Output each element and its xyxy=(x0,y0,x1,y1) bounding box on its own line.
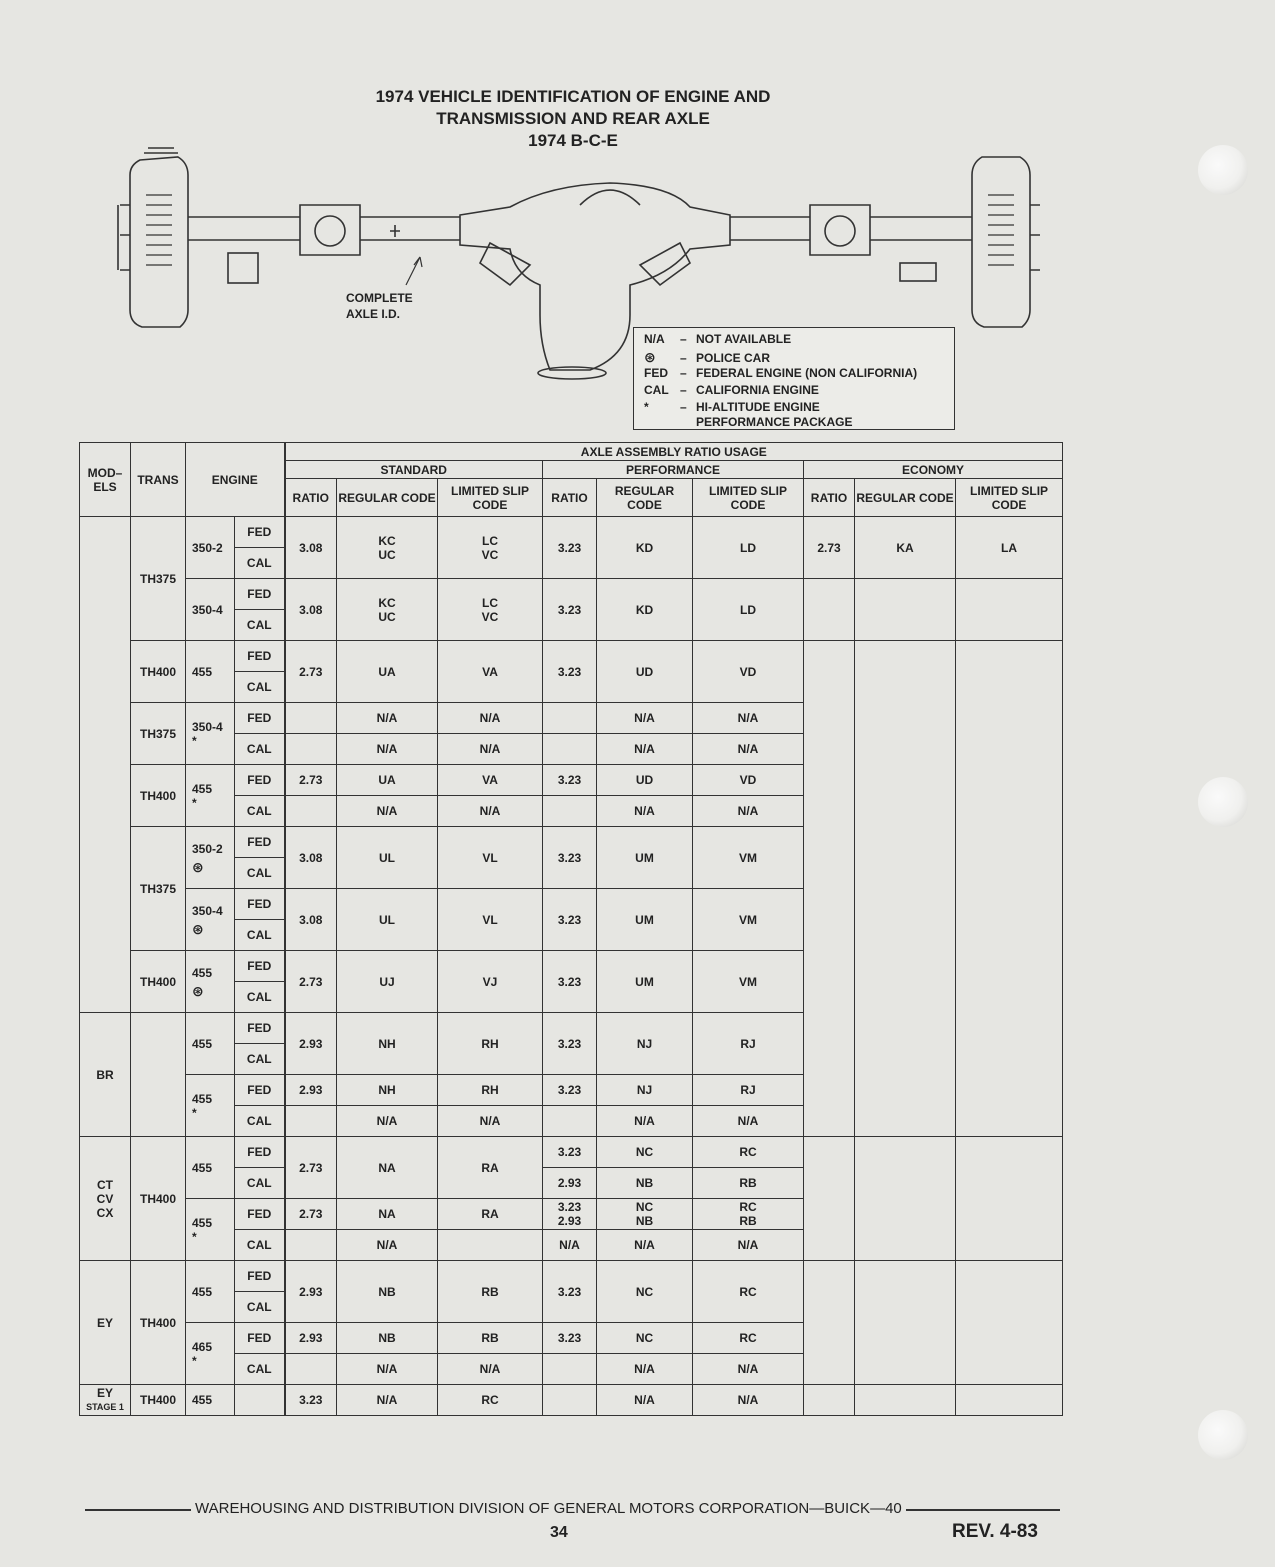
value-cell: 3.23 xyxy=(543,1075,597,1106)
title-line-2: TRANSMISSION AND REAR AXLE xyxy=(436,109,710,128)
value-cell: 3.23 xyxy=(285,1385,337,1416)
value-cell xyxy=(285,734,337,765)
value-cell: 3.08 xyxy=(285,827,337,889)
emission-cell: FED xyxy=(235,1261,285,1292)
value-cell: N/A xyxy=(543,1230,597,1261)
value-cell: NC xyxy=(597,1137,693,1168)
value-cell: N/A xyxy=(693,796,804,827)
value-cell xyxy=(543,703,597,734)
emission-cell: CAL xyxy=(235,858,285,889)
footer-text: WAREHOUSING AND DISTRIBUTION DIVISION OF GENERAL MOTORS CORPORATION—BUICK—40 xyxy=(191,1500,906,1517)
value-cell: N/A xyxy=(337,703,438,734)
value-cell: RA xyxy=(438,1137,543,1199)
value-cell: NJ xyxy=(597,1013,693,1075)
value-cell: LA xyxy=(956,517,1063,579)
value-cell: RB xyxy=(693,1168,804,1199)
value-cell: N/A xyxy=(597,1385,693,1416)
header-std-limited: LIMITED SLIP CODE xyxy=(438,479,543,517)
value-cell: 3.23 xyxy=(543,1261,597,1323)
emission-cell: CAL xyxy=(235,548,285,579)
value-cell: N/A xyxy=(597,1230,693,1261)
value-cell: RC xyxy=(438,1385,543,1416)
engine-cell: 455 xyxy=(186,641,235,703)
emission-cell: CAL xyxy=(235,672,285,703)
value-cell: N/A xyxy=(337,734,438,765)
value-cell: KA xyxy=(855,517,956,579)
header-std-regular: REGULAR CODE xyxy=(337,479,438,517)
page-number: 34 xyxy=(550,1524,568,1541)
emission-cell xyxy=(235,1385,285,1416)
value-cell xyxy=(285,1230,337,1261)
trans-cell: TH400 xyxy=(131,765,186,827)
value-cell: UA xyxy=(337,765,438,796)
binder-hole-top xyxy=(1198,145,1248,195)
value-cell: 3.23 xyxy=(543,889,597,951)
value-cell: 2.73 xyxy=(285,765,337,796)
value-cell: RC xyxy=(693,1261,804,1323)
value-cell: NA xyxy=(337,1199,438,1230)
legend-desc: PERFORMANCE PACKAGE xyxy=(696,415,853,429)
value-cell: N/A xyxy=(337,796,438,827)
trans-cell: TH375 xyxy=(131,827,186,951)
legend-row-cal: CAL – CALIFORNIA ENGINE xyxy=(644,383,819,397)
value-cell: 3.23 xyxy=(543,1137,597,1168)
emission-cell: CAL xyxy=(235,1292,285,1323)
value-cell: 2.73 xyxy=(285,1199,337,1230)
value-cell: NH xyxy=(337,1013,438,1075)
value-cell: VD xyxy=(693,765,804,796)
engine-cell: 455 * xyxy=(186,1075,235,1137)
emission-cell: FED xyxy=(235,765,285,796)
engine-cell: 350-4 * xyxy=(186,703,235,765)
emission-cell: FED xyxy=(235,827,285,858)
value-cell xyxy=(855,1385,956,1416)
emission-cell: CAL xyxy=(235,1168,285,1199)
value-cell: UJ xyxy=(337,951,438,1013)
model-cell: EY STAGE 1 xyxy=(80,1385,131,1416)
value-cell: NH xyxy=(337,1075,438,1106)
value-cell: N/A xyxy=(597,734,693,765)
value-cell: N/A xyxy=(438,1354,543,1385)
value-cell: KD xyxy=(597,517,693,579)
value-cell: 3.23 xyxy=(543,1013,597,1075)
value-cell: KD xyxy=(597,579,693,641)
value-cell xyxy=(855,641,956,1137)
value-cell: NC NB xyxy=(597,1199,693,1230)
value-cell: 2.73 xyxy=(285,641,337,703)
value-cell: VJ xyxy=(438,951,543,1013)
value-cell xyxy=(804,1137,855,1261)
engine-cell: 455 ⊛ xyxy=(186,951,235,1013)
axle-id-label xyxy=(346,290,413,322)
emission-cell: FED xyxy=(235,1199,285,1230)
value-cell: N/A xyxy=(597,1354,693,1385)
emission-cell: CAL xyxy=(235,1044,285,1075)
header-engine: ENGINE xyxy=(186,443,285,517)
value-cell: RC xyxy=(693,1323,804,1354)
value-cell xyxy=(804,641,855,1137)
emission-cell: CAL xyxy=(235,796,285,827)
emission-cell: CAL xyxy=(235,920,285,951)
value-cell: LD xyxy=(693,517,804,579)
emission-cell: FED xyxy=(235,1013,285,1044)
value-cell xyxy=(285,796,337,827)
police-car-icon: ⊛ xyxy=(192,982,204,999)
value-cell: N/A xyxy=(438,734,543,765)
legend-key: * xyxy=(644,400,649,414)
value-cell: NA xyxy=(337,1137,438,1199)
table-body xyxy=(80,517,1063,1416)
engine-cell: 455 xyxy=(186,1137,235,1199)
value-cell xyxy=(285,1354,337,1385)
value-cell xyxy=(956,641,1063,1137)
model-cell: EY xyxy=(80,1261,131,1385)
value-cell: UD xyxy=(597,641,693,703)
trans-cell: TH400 xyxy=(131,641,186,703)
value-cell: 3.23 2.93 xyxy=(543,1199,597,1230)
value-cell: N/A xyxy=(438,703,543,734)
value-cell: N/A xyxy=(337,1385,438,1416)
value-cell: 3.23 xyxy=(543,1323,597,1354)
value-cell: RC xyxy=(693,1137,804,1168)
table-row xyxy=(80,1137,1063,1168)
value-cell: N/A xyxy=(693,1106,804,1137)
engine-cell: 455 xyxy=(186,1385,235,1416)
value-cell: N/A xyxy=(337,1354,438,1385)
value-cell xyxy=(956,1137,1063,1261)
value-cell xyxy=(543,734,597,765)
value-cell: NC xyxy=(597,1323,693,1354)
value-cell: N/A xyxy=(597,1106,693,1137)
value-cell xyxy=(956,579,1063,641)
header-eco-limited: LIMITED SLIP CODE xyxy=(956,479,1063,517)
header-trans: TRANS xyxy=(131,443,186,517)
value-cell: 3.08 xyxy=(285,517,337,579)
model-cell: BR xyxy=(80,1013,131,1137)
value-cell: N/A xyxy=(597,703,693,734)
value-cell xyxy=(956,1385,1063,1416)
trans-cell xyxy=(131,1013,186,1137)
value-cell xyxy=(804,1385,855,1416)
legend-box xyxy=(633,327,955,430)
value-cell xyxy=(855,1261,956,1385)
title-line-3: 1974 B-C-E xyxy=(528,131,618,150)
value-cell: N/A xyxy=(438,796,543,827)
value-cell: VA xyxy=(438,765,543,796)
emission-cell: FED xyxy=(235,641,285,672)
emission-cell: FED xyxy=(235,951,285,982)
value-cell: 3.23 xyxy=(543,951,597,1013)
axle-label-line-2: AXLE I.D. xyxy=(346,307,401,321)
engine-cell: 455 * xyxy=(186,1199,235,1261)
table-row xyxy=(80,1261,1063,1292)
legend-desc: POLICE CAR xyxy=(696,351,771,365)
legend-key: N/A xyxy=(644,332,665,346)
value-cell: RJ xyxy=(693,1075,804,1106)
value-cell: NB xyxy=(337,1261,438,1323)
header-performance: PERFORMANCE xyxy=(543,461,804,479)
binder-hole-bottom xyxy=(1198,1410,1248,1460)
header-perf-regular: REGULAR CODE xyxy=(597,479,693,517)
engine-cell: 465 * xyxy=(186,1323,235,1385)
value-cell: RB xyxy=(438,1323,543,1354)
engine-cell: 350-4 ⊛ xyxy=(186,889,235,951)
police-car-icon: ⊛ xyxy=(644,349,656,365)
value-cell: 2.73 xyxy=(285,1137,337,1199)
model-cell xyxy=(80,517,131,1013)
axle-label-line-1: COMPLETE xyxy=(346,291,413,305)
value-cell: 2.93 xyxy=(285,1261,337,1323)
value-cell xyxy=(543,796,597,827)
header-eco-ratio: RATIO xyxy=(804,479,855,517)
table-row xyxy=(80,1385,1063,1416)
value-cell: N/A xyxy=(693,734,804,765)
axle-ratio-table xyxy=(79,442,1063,1416)
legend-desc: CALIFORNIA ENGINE xyxy=(696,383,819,397)
value-cell: LD xyxy=(693,579,804,641)
trans-cell: TH400 xyxy=(131,1385,186,1416)
value-cell: N/A xyxy=(597,796,693,827)
police-car-icon: ⊛ xyxy=(192,920,204,937)
value-cell: KC UC xyxy=(337,579,438,641)
value-cell xyxy=(804,1261,855,1385)
header-perf-ratio: RATIO xyxy=(543,479,597,517)
legend-row-police: ⊛ – POLICE CAR xyxy=(644,349,771,365)
value-cell: 3.23 xyxy=(543,641,597,703)
value-cell: RJ xyxy=(693,1013,804,1075)
value-cell xyxy=(438,1230,543,1261)
header-std-ratio: RATIO xyxy=(285,479,337,517)
emission-cell: FED xyxy=(235,889,285,920)
value-cell: VA xyxy=(438,641,543,703)
value-cell: NB xyxy=(597,1168,693,1199)
header-models: MOD– ELS xyxy=(80,443,131,517)
value-cell: RC RB xyxy=(693,1199,804,1230)
value-cell: N/A xyxy=(337,1106,438,1137)
value-cell: UA xyxy=(337,641,438,703)
title-line-1: 1974 VEHICLE IDENTIFICATION OF ENGINE AND xyxy=(375,87,771,106)
value-cell: 2.73 xyxy=(285,951,337,1013)
engine-cell: 350-2 ⊛ xyxy=(186,827,235,889)
emission-cell: FED xyxy=(235,1323,285,1354)
legend-key: FED xyxy=(644,366,668,380)
header-economy: ECONOMY xyxy=(804,461,1063,479)
value-cell: N/A xyxy=(693,1354,804,1385)
value-cell: RH xyxy=(438,1075,543,1106)
value-cell: RA xyxy=(438,1199,543,1230)
value-cell: 3.08 xyxy=(285,889,337,951)
value-cell: VM xyxy=(693,827,804,889)
legend-row-fed: FED – FEDERAL ENGINE (NON CALIFORNIA) xyxy=(644,366,918,380)
emission-cell: FED xyxy=(235,517,285,548)
emission-cell: CAL xyxy=(235,982,285,1013)
value-cell xyxy=(855,1137,956,1261)
value-cell: LC VC xyxy=(438,517,543,579)
value-cell: UM xyxy=(597,827,693,889)
header-eco-regular: REGULAR CODE xyxy=(855,479,956,517)
value-cell: UL xyxy=(337,889,438,951)
trans-cell: TH400 xyxy=(131,951,186,1013)
revision-label: REV. 4-83 xyxy=(952,1521,1038,1542)
value-cell: VL xyxy=(438,827,543,889)
value-cell: NJ xyxy=(597,1075,693,1106)
value-cell: 2.93 xyxy=(285,1323,337,1354)
header-perf-limited: LIMITED SLIP CODE xyxy=(693,479,804,517)
value-cell: VM xyxy=(693,889,804,951)
page-title xyxy=(300,86,846,152)
value-cell: 2.73 xyxy=(804,517,855,579)
value-cell: 3.23 xyxy=(543,765,597,796)
engine-cell: 455 * xyxy=(186,765,235,827)
trans-cell: TH400 xyxy=(131,1137,186,1261)
emission-cell: CAL xyxy=(235,1230,285,1261)
emission-cell: FED xyxy=(235,703,285,734)
value-cell: N/A xyxy=(693,1385,804,1416)
value-cell: UL xyxy=(337,827,438,889)
value-cell: UD xyxy=(597,765,693,796)
value-cell: 3.23 xyxy=(543,579,597,641)
binder-hole-middle xyxy=(1198,777,1248,827)
header-standard: STANDARD xyxy=(285,461,543,479)
emission-cell: CAL xyxy=(235,1354,285,1385)
value-cell xyxy=(855,579,956,641)
trans-cell: TH400 xyxy=(131,1261,186,1385)
value-cell: VD xyxy=(693,641,804,703)
table-row xyxy=(80,579,1063,610)
emission-cell: CAL xyxy=(235,734,285,765)
value-cell: 2.93 xyxy=(285,1013,337,1075)
value-cell: 2.93 xyxy=(543,1168,597,1199)
engine-cell: 455 xyxy=(186,1261,235,1323)
table-row xyxy=(80,517,1063,548)
value-cell: N/A xyxy=(337,1230,438,1261)
engine-cell: 350-2 xyxy=(186,517,235,579)
trans-cell: TH375 xyxy=(131,703,186,765)
value-cell: RH xyxy=(438,1013,543,1075)
engine-cell: 455 xyxy=(186,1013,235,1075)
value-cell xyxy=(804,579,855,641)
value-cell: 3.23 xyxy=(543,517,597,579)
engine-cell: 350-4 xyxy=(186,579,235,641)
police-car-icon: ⊛ xyxy=(192,858,204,875)
legend-desc: FEDERAL ENGINE (NON CALIFORNIA) xyxy=(696,366,918,380)
value-cell xyxy=(543,1106,597,1137)
value-cell: VL xyxy=(438,889,543,951)
emission-cell: FED xyxy=(235,1075,285,1106)
header-axle-usage: AXLE ASSEMBLY RATIO USAGE xyxy=(285,443,1063,461)
legend-key: CAL xyxy=(644,383,669,397)
value-cell: NB xyxy=(337,1323,438,1354)
model-cell: CT CV CX xyxy=(80,1137,131,1261)
legend-row-na: N/A – NOT AVAILABLE xyxy=(644,332,792,346)
value-cell: NC xyxy=(597,1261,693,1323)
value-cell: VM xyxy=(693,951,804,1013)
value-cell xyxy=(543,1354,597,1385)
value-cell xyxy=(956,1261,1063,1385)
value-cell xyxy=(543,1385,597,1416)
value-cell: LC VC xyxy=(438,579,543,641)
legend-desc: HI-ALTITUDE ENGINE xyxy=(696,400,820,414)
emission-cell: CAL xyxy=(235,1106,285,1137)
value-cell: 3.08 xyxy=(285,579,337,641)
trans-cell: TH375 xyxy=(131,517,186,641)
emission-cell: FED xyxy=(235,579,285,610)
value-cell: KC UC xyxy=(337,517,438,579)
value-cell xyxy=(285,1106,337,1137)
value-cell: N/A xyxy=(693,703,804,734)
legend-desc: NOT AVAILABLE xyxy=(696,332,792,346)
value-cell: N/A xyxy=(693,1230,804,1261)
value-cell: UM xyxy=(597,951,693,1013)
table-row xyxy=(80,641,1063,672)
value-cell: RB xyxy=(438,1261,543,1323)
value-cell: N/A xyxy=(438,1106,543,1137)
value-cell: 2.93 xyxy=(285,1075,337,1106)
emission-cell: CAL xyxy=(235,610,285,641)
value-cell xyxy=(285,703,337,734)
legend-row-performance xyxy=(696,415,852,429)
legend-row-hi-altitude: * – HI-ALTITUDE ENGINE xyxy=(644,400,820,414)
value-cell: 3.23 xyxy=(543,827,597,889)
emission-cell: FED xyxy=(235,1137,285,1168)
value-cell: UM xyxy=(597,889,693,951)
